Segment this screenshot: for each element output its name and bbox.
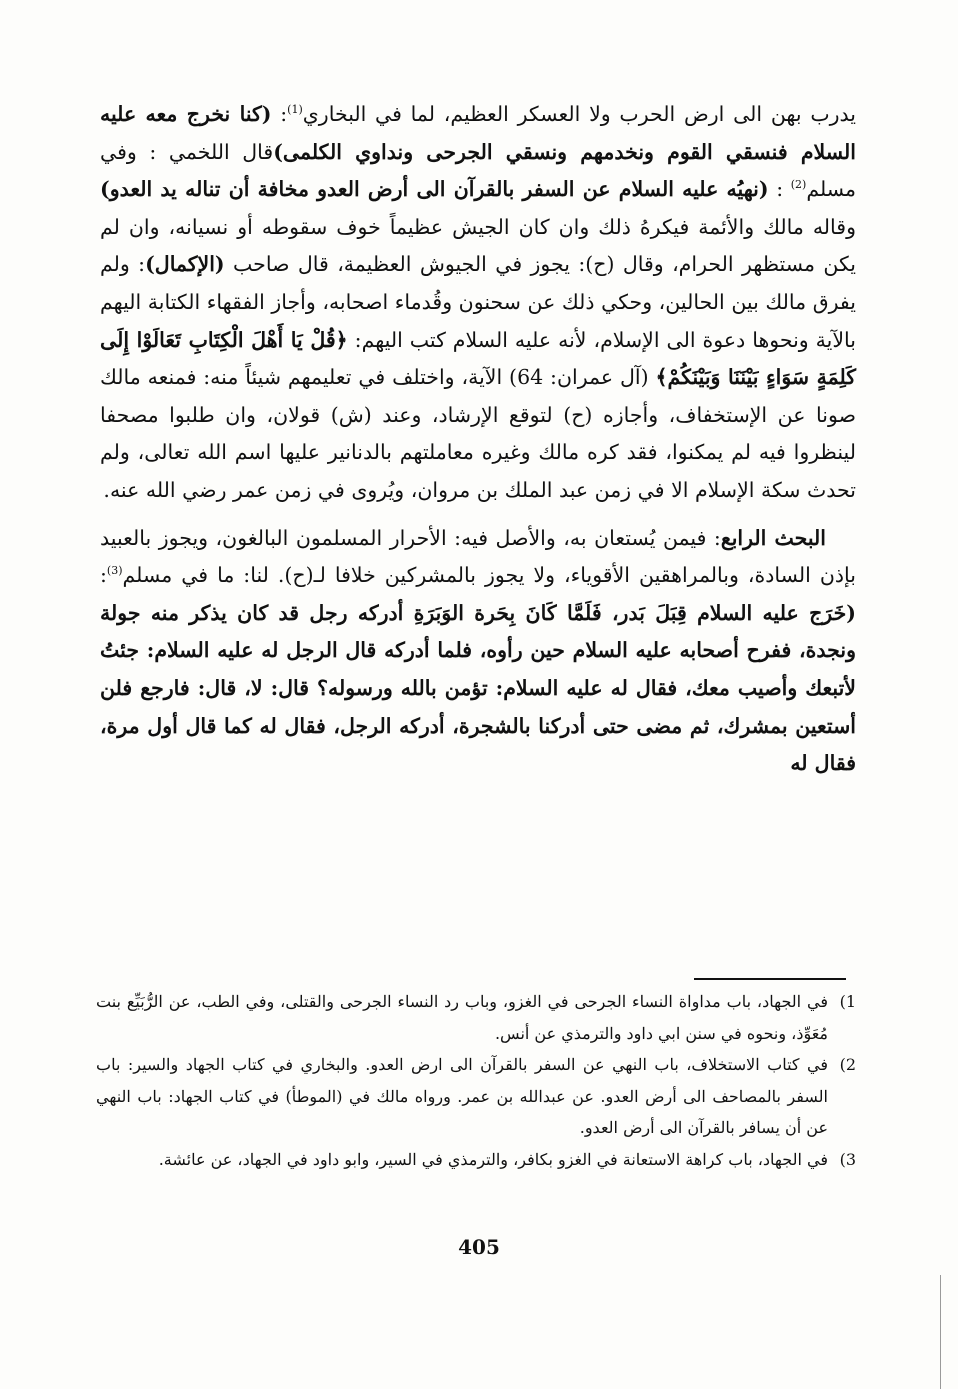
footnotes: [96, 986, 856, 1175]
paragraph-2: [100, 520, 856, 783]
footnote-ref: (2): [790, 178, 807, 192]
main-text: [100, 96, 856, 783]
text-run: :: [271, 102, 288, 126]
page-number: 405: [458, 1235, 500, 1259]
scan-edge-line: [940, 1275, 941, 1389]
text-run: : فيمن يُستعان به، والأصل فيه: الأحرار المسلمون البالغون، ويجوز بالعبيد بإذن السادة، وبالمراهقين الأقوياء، ولا يجوز بالمشركين خلافا لـ(ح). لنا: ما في مسلم: [100, 525, 856, 588]
footnote-number: 2): [839, 1055, 856, 1074]
text-run: يدرب بهن الى ارض الحرب ولا العسكر العظيم، لما في البخاري: [302, 102, 856, 126]
footnote: [96, 1144, 856, 1176]
book-title: (الإكمال): [145, 252, 225, 277]
footnote-ref: (1): [287, 103, 303, 117]
footnote: [96, 986, 856, 1049]
footnote-text: في الجهاد، باب مداواة النساء الجرحى في الغزو، وباب رد النساء الجرحى والقتلى، وفي الطب، عن الرُّبَيِّع بنت مُعَوِّذ، ونحوه في سنن ابي داود والترمذي عن أنس.: [96, 992, 828, 1043]
footnote-text: في الجهاد، باب كراهة الاستعانة في الغزو بكافر، والترمذي في السير، وابو داود في الجهاد، عن عائشة.: [158, 1149, 828, 1169]
footnote-number: 1): [839, 992, 856, 1011]
text-run: قال اللخمي : وفي مسلم: [100, 139, 857, 202]
footnote: [96, 1049, 856, 1144]
section-heading: البحث الرابع: [720, 525, 826, 550]
hadith-quote: (خَرَج عليه السلام قِبَلَ بَدر، فَلَمَّا كَانَ بِحَرة الوَبَرَةِ أدركه رجل قد كان يذكر منه جولة ونجدة، ففرح أصحابه عليه السلام حين رأوه، فلما أدركه قال الرجل له عليه السلام: جئتُ لأتبعك وأصيب معك، فقال له عليه السلام: تؤمن بالله ورسوله؟ قال: لا، قال: فارجع فلن أستعين بمشرك، ثم مضى حتى أدركنا بالشجرة، أدركه الرجل، فقال له كما قال أول مرة، فقال له: [100, 600, 856, 776]
text-run: (آل عمران: 64) الآية، واختلف في تعليمهم شيئاً منه: فمنعه مالك صونا عن الإستخفاف، وأجازه (ح) لتوقع الإرشاد، وعند (ش) قولان، وان طلبوا مصحفا لينظروا فيه لم يمكنوا، فقد كره مالك وغيره معاملتهم بالدنانير عليها اسم الله تعالى، ولم تحدث سكة الإسلام الا في زمن عبد الملك بن مروان، ويُروى في زمن عمر رضي الله عنه.: [100, 365, 856, 502]
footnote-ref: (3): [106, 564, 123, 578]
hadith-quote: (كنا نخرج معه عليه السلام فنسقي القوم ونخدمهم ونسقي الجرحى ونداوي الكلمى): [100, 102, 856, 164]
hadith-quote: (نهيُه عليه السلام عن السفر بالقرآن الى أرض العدو مخافة أن تناله يد العدو): [100, 177, 769, 202]
text-run: : ولم يفرق مالك بين الحالين، وحكي ذلك عن سحنون وقُدماء اصحابه، وأجاز الفقهاء الكتابة اليهم بالآية ونحوها دعوة الى الإسلام، لأنه عليه السلام كتب اليهم:: [100, 252, 856, 352]
text-run: :: [768, 177, 791, 202]
footnote-number: 3): [839, 1149, 856, 1169]
footnote-separator: [694, 978, 846, 980]
text-run: وقاله مالك والأئمة فيكرهُ ذلك وان كان الجيش عظيماً خوف سقوطه أو نسيانه، وان لم يكن مستظهر الحرام، وقال (ح): يجوز في الجيوش العظيمة، قال صاحب: [100, 214, 856, 277]
paragraph-1: [100, 96, 856, 510]
text-run: :: [100, 563, 107, 588]
footnote-text: في كتاب الاستخلاف، باب النهي عن السفر بالقرآن الى ارض العدو. والبخاري في كتاب الجهاد والسير: باب السفر بالمصاحف الى أرض العدو. عن عبدالله بن عمر. ورواه مالك في (الموطأ) في كتاب الجهاد: باب النهي عن أن يسافر بالقرآن الى أرض العدو.: [96, 1055, 828, 1137]
quran-verse: ﴿قُلْ يَا أَهْلَ الْكِتَابِ تَعَالَوْا إِلَى كَلِمَةٍ سَوَاءٍ بَيْنَنَا وَبَيْنَكُمْ﴾: [100, 327, 856, 390]
